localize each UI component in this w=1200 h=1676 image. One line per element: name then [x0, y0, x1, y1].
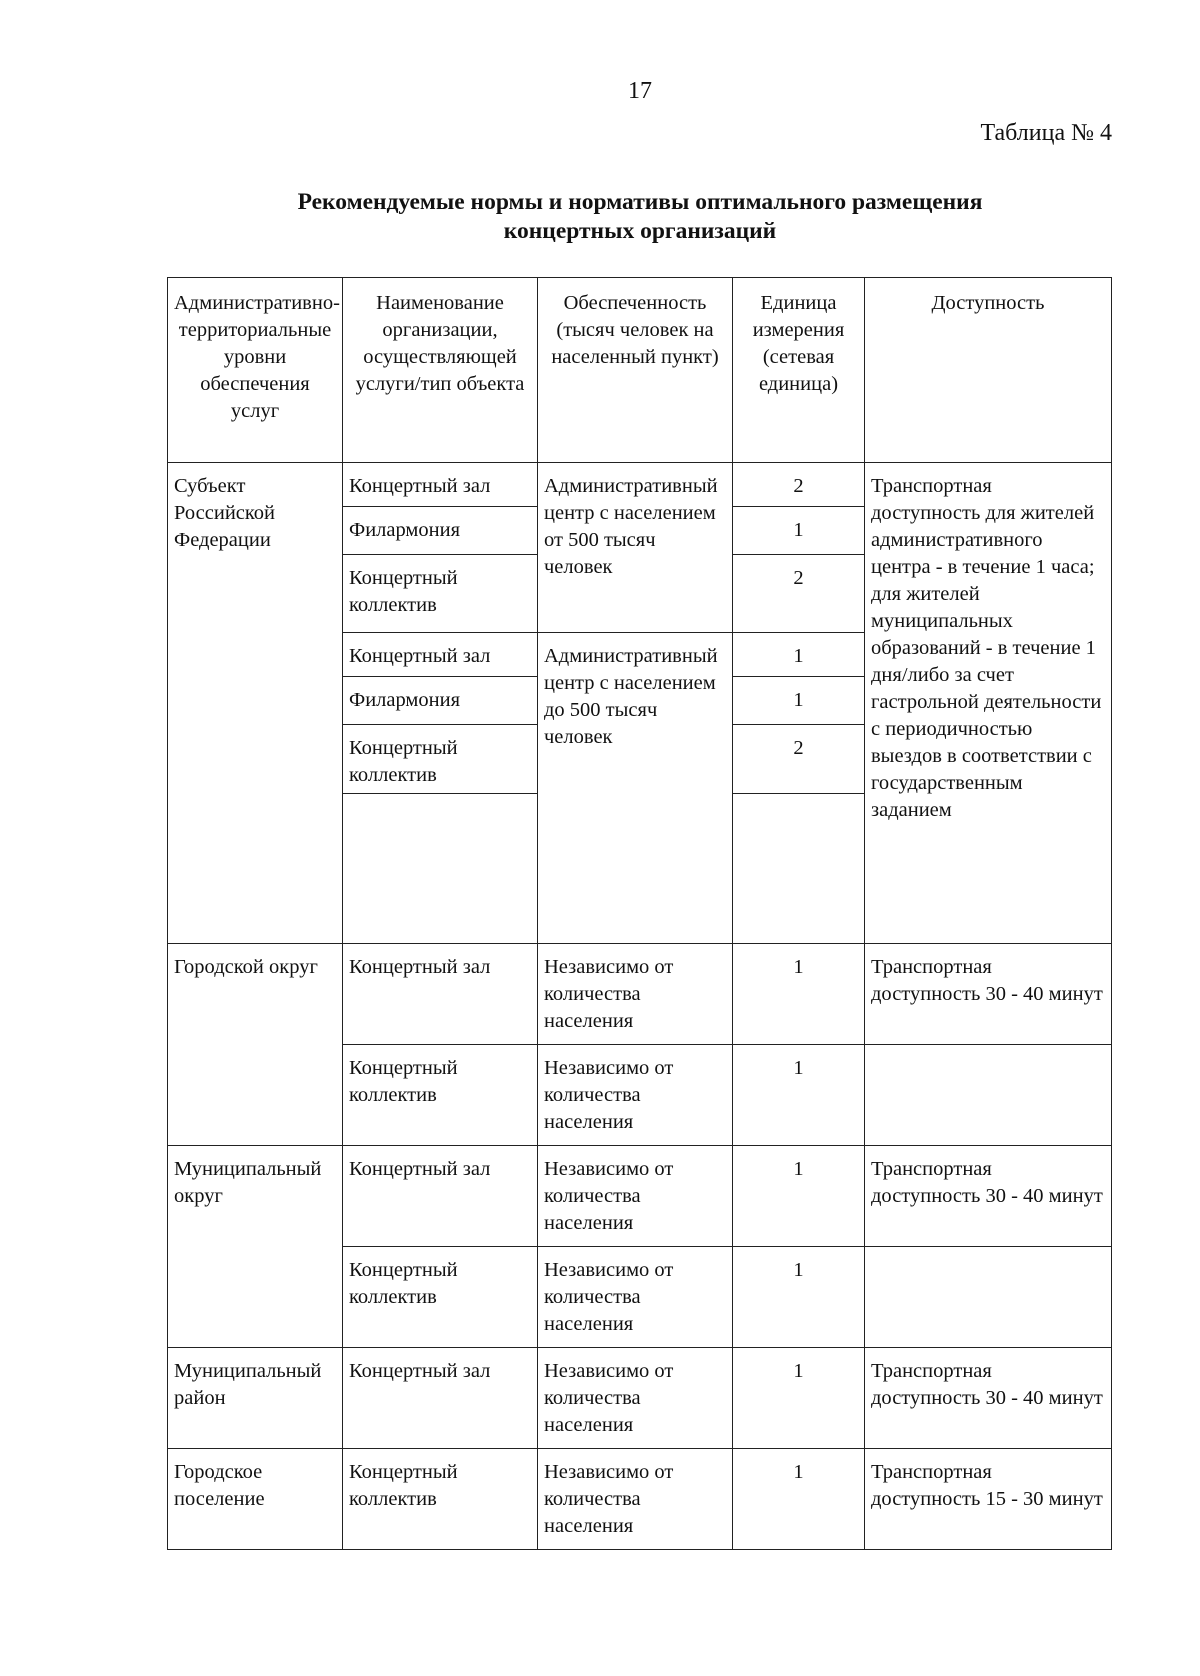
- header-level: Административно-территориальные уровни обеспечения услуг: [168, 278, 343, 463]
- title-line-1: Рекомендуемые нормы и нормативы оптимального размещения: [297, 189, 983, 215]
- norms-table: [167, 277, 1112, 1550]
- cell-name: Концертный зал: [343, 1348, 538, 1449]
- header-row: [168, 278, 1112, 463]
- cell-name: Концертный зал: [343, 633, 538, 677]
- cell-unit: 1: [733, 633, 865, 677]
- cell-name: Концертный коллектив: [343, 1247, 538, 1348]
- cell-name: Концертный зал: [343, 1146, 538, 1247]
- cell-unit: 2: [733, 463, 865, 507]
- cell-provision: Независимо от количества населения: [538, 1146, 733, 1247]
- cell-unit: 1: [733, 507, 865, 555]
- header-name: Наименование организации, осуществляющей услуги/тип объекта: [343, 278, 538, 463]
- cell-level-municipal-area: Муниципальный район: [168, 1348, 343, 1449]
- table-row: [168, 463, 1112, 507]
- cell-name: Концертный зал: [343, 463, 538, 507]
- cell-name: Филармония: [343, 507, 538, 555]
- cell-unit: 1: [733, 1146, 865, 1247]
- cell-provision: Независимо от количества населения: [538, 944, 733, 1045]
- cell-unit: 1: [733, 1247, 865, 1348]
- header-unit: Единица измерения (сетевая единица): [733, 278, 865, 463]
- document-title: [200, 188, 1080, 246]
- table-row: [168, 1449, 1112, 1550]
- cell-unit: 2: [733, 725, 865, 794]
- cell-unit: 1: [733, 1348, 865, 1449]
- cell-name: Филармония: [343, 677, 538, 725]
- cell-provision: Административный центр с населением от 500 тысяч человек: [538, 463, 733, 633]
- table-label: Таблица № 4: [980, 120, 1112, 146]
- cell-unit: 1: [733, 1045, 865, 1146]
- header-access: Доступность: [865, 278, 1112, 463]
- cell-access: [865, 1247, 1112, 1348]
- cell-provision: Независимо от количества населения: [538, 1045, 733, 1146]
- cell-provision: Независимо от количества населения: [538, 1449, 733, 1550]
- cell-unit: 1: [733, 677, 865, 725]
- cell-level-urban-settlement: Городское поселение: [168, 1449, 343, 1550]
- cell-access-subject: Транспортная доступность для жителей административного центра - в течение 1 часа; для жителей муниципальных образований - в течение 1 дня/либо за счет гастрольной деятельности с периодичностью выездов в соответствии с государственным заданием: [865, 463, 1112, 944]
- cell-name: Концертный зал: [343, 944, 538, 1045]
- cell-level-municipal-district: Муниципальный округ: [168, 1146, 343, 1348]
- header-provision: Обеспеченность (тысяч человек на населенный пункт): [538, 278, 733, 463]
- cell-name: Концертный коллектив: [343, 1449, 538, 1550]
- cell-access: Транспортная доступность 30 - 40 минут: [865, 1146, 1112, 1247]
- cell-provision: Независимо от количества населения: [538, 1348, 733, 1449]
- title-line-2: концертных организаций: [503, 218, 777, 244]
- cell-unit: 1: [733, 944, 865, 1045]
- cell-empty: [733, 794, 865, 944]
- page-number: 17: [628, 78, 652, 104]
- cell-name: Концертный коллектив: [343, 555, 538, 633]
- cell-access: [865, 1045, 1112, 1146]
- table-row: [168, 944, 1112, 1045]
- cell-access: Транспортная доступность 30 - 40 минут: [865, 944, 1112, 1045]
- table-row: [168, 1146, 1112, 1247]
- cell-name: Концертный коллектив: [343, 1045, 538, 1146]
- cell-access: Транспортная доступность 15 - 30 минут: [865, 1449, 1112, 1550]
- cell-name: Концертный коллектив: [343, 725, 538, 794]
- cell-level-subject: Субъект Российской Федерации: [168, 463, 343, 944]
- cell-access: Транспортная доступность 30 - 40 минут: [865, 1348, 1112, 1449]
- table-row: [168, 1348, 1112, 1449]
- cell-unit: 1: [733, 1449, 865, 1550]
- cell-empty: [343, 794, 538, 944]
- cell-provision: Административный центр с населением до 500 тысяч человек: [538, 633, 733, 944]
- cell-unit: 2: [733, 555, 865, 633]
- cell-provision: Независимо от количества населения: [538, 1247, 733, 1348]
- cell-level-city-district: Городской округ: [168, 944, 343, 1146]
